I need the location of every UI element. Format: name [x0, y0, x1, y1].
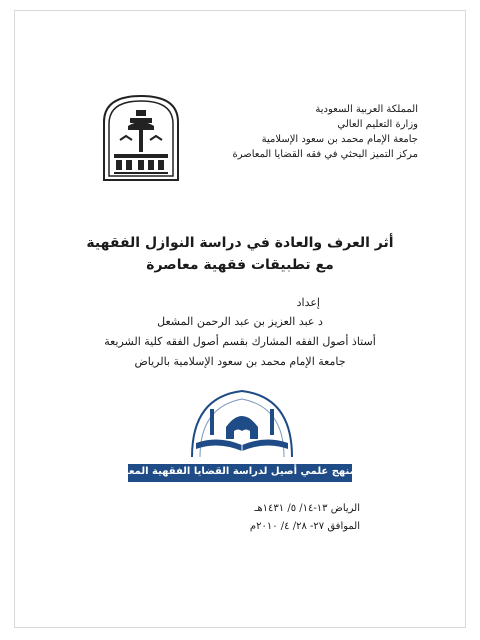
author-position: أستاذ أصول الفقه المشارك بقسم أصول الفقه كلية الشريعة: [104, 335, 376, 348]
prepared-by-label: إعداد: [296, 296, 320, 309]
ministry-text: وزارة التعليم العالي: [337, 119, 418, 130]
author-affiliation: جامعة الإمام محمد بن سعود الإسلامية بالرياض: [134, 355, 346, 368]
university-logo: [100, 92, 182, 184]
center-tagline: نحو منهج علمي أصيل لدراسة القضايا الفقهية المعاصرة: [103, 466, 377, 477]
research-center-text: مركز التميز البحثي في فقه القضايا المعاصرة: [232, 149, 418, 160]
title-line-1: أثر العرف والعادة في دراسة النوازل الفقهية: [86, 235, 394, 251]
title-line-2: مع تطبيقات فقهية معاصرة: [146, 257, 334, 273]
header-institution-block: [198, 102, 418, 162]
research-center-logo: [182, 385, 302, 461]
kingdom-text: المملكة العربية السعودية: [315, 104, 418, 115]
university-text: جامعة الإمام محمد بن سعود الإسلامية: [261, 134, 418, 145]
document-title: [0, 232, 480, 276]
hijri-date: الرياض ١٣-١٤/ ٥/ ١٤٣١هـ: [254, 503, 360, 514]
author-name: د عبد العزيز بن عبد الرحمن المشعل: [157, 315, 323, 328]
gregorian-date: الموافق ٢٧- ٢٨/ ٤/ ٢٠١٠م: [249, 521, 360, 532]
author-block: [0, 312, 480, 372]
date-block: [250, 500, 360, 536]
